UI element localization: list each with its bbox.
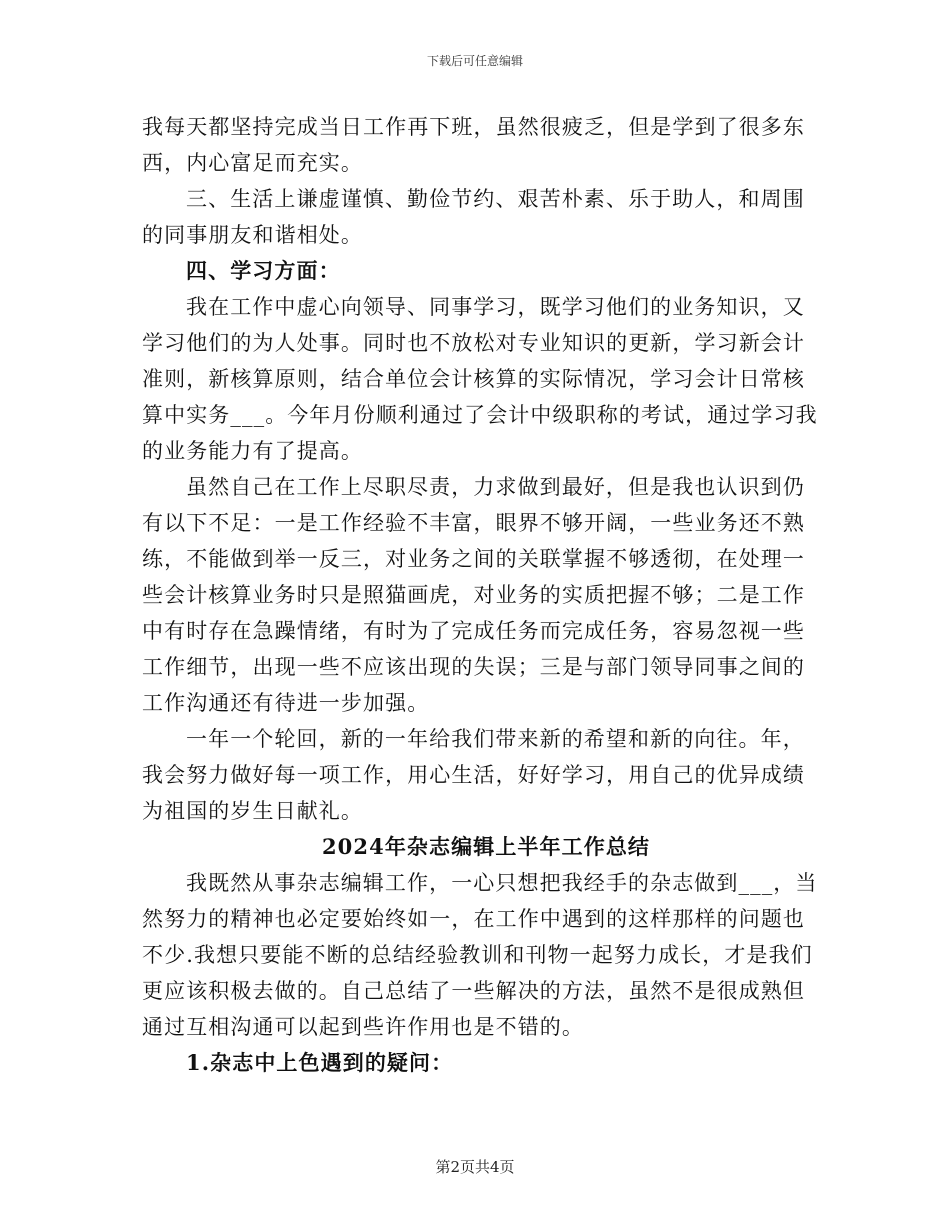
text-line: 虽然自己在工作上尽职尽责，力求做到最好，但是我也认识到仍 [186,475,805,499]
text-line: 为祖国的岁生日献礼。 [142,799,363,823]
text-line: 我在工作中虚心向领导、同事学习，既学习他们的业务知识，又 [186,295,805,319]
body-text [142,109,818,1081]
text-line: 中有时存在急躁情绪，有时为了完成任务而完成任务，容易忽视一些 [142,619,805,643]
section-heading: 1.杂志中上色遇到的疑问： [186,1050,454,1075]
text-line: 工作细节，出现一些不应该出现的失误；三是与部门领导同事之间的 [142,655,805,679]
text-line: 一年一个轮回，新的一年给我们带来新的希望和新的向往。年， [186,727,805,751]
text-line: 有以下不足：一是工作经验不丰富，眼界不够开阔，一些业务还不熟 [142,511,805,535]
text-line: 的同事朋友和谐相处。 [142,223,363,247]
text-line: 我会努力做好每一项工作，用心生活，好好学习，用自己的优异成绩 [142,763,805,787]
text-line: 的业务能力有了提高。 [142,439,363,463]
section-heading: 四、学习方面： [186,258,341,283]
text-line: 三、生活上谦虚谨慎、勤俭节约、艰苦朴素、乐于助人，和周围 [186,187,805,211]
text-line: 通过互相沟通可以起到些许作用也是不错的。 [142,1015,584,1039]
text-line: 算中实务___。今年月份顺利通过了会计中级职称的考试，通过学习我 [142,403,818,427]
text-line: 我每天都坚持完成当日工作再下班，虽然很疲乏，但是学到了很多东 [142,115,805,139]
text-line: 学习他们的为人处事。同时也不放松对专业知识的更新，学习新会计 [142,331,805,355]
page-header: 下载后可任意编辑 [426,54,523,68]
text-line: 不少.我想只要能不断的总结经验教训和刊物一起努力成长，才是我们 [142,943,813,967]
text-line: 练，不能做到举一反三，对业务之间的关联掌握不够透彻，在处理一 [142,547,805,571]
text-line: 我既然从事杂志编辑工作，一心只想把我经手的杂志做到___，当 [186,871,818,895]
page-number: 第2页共4页 [435,1158,515,1176]
text-line: 工作沟通还有待进一步加强。 [142,691,430,715]
text-line: 然努力的精神也必定要始终如一，在工作中遇到的这样那样的问题也 [142,907,805,931]
document-title: 2024年杂志编辑上半年工作总结 [321,834,651,859]
text-line: 更应该积极去做的。自己总结了一些解决的方法，虽然不是很成熟但 [142,979,805,1003]
text-line: 准则，新核算原则，结合单位会计核算的实际情况，学习会计日常核 [142,367,805,391]
text-line: 西，内心富足而充实。 [142,151,363,175]
text-line: 些会计核算业务时只是照猫画虎，对业务的实质把握不够；二是工作 [142,583,805,607]
